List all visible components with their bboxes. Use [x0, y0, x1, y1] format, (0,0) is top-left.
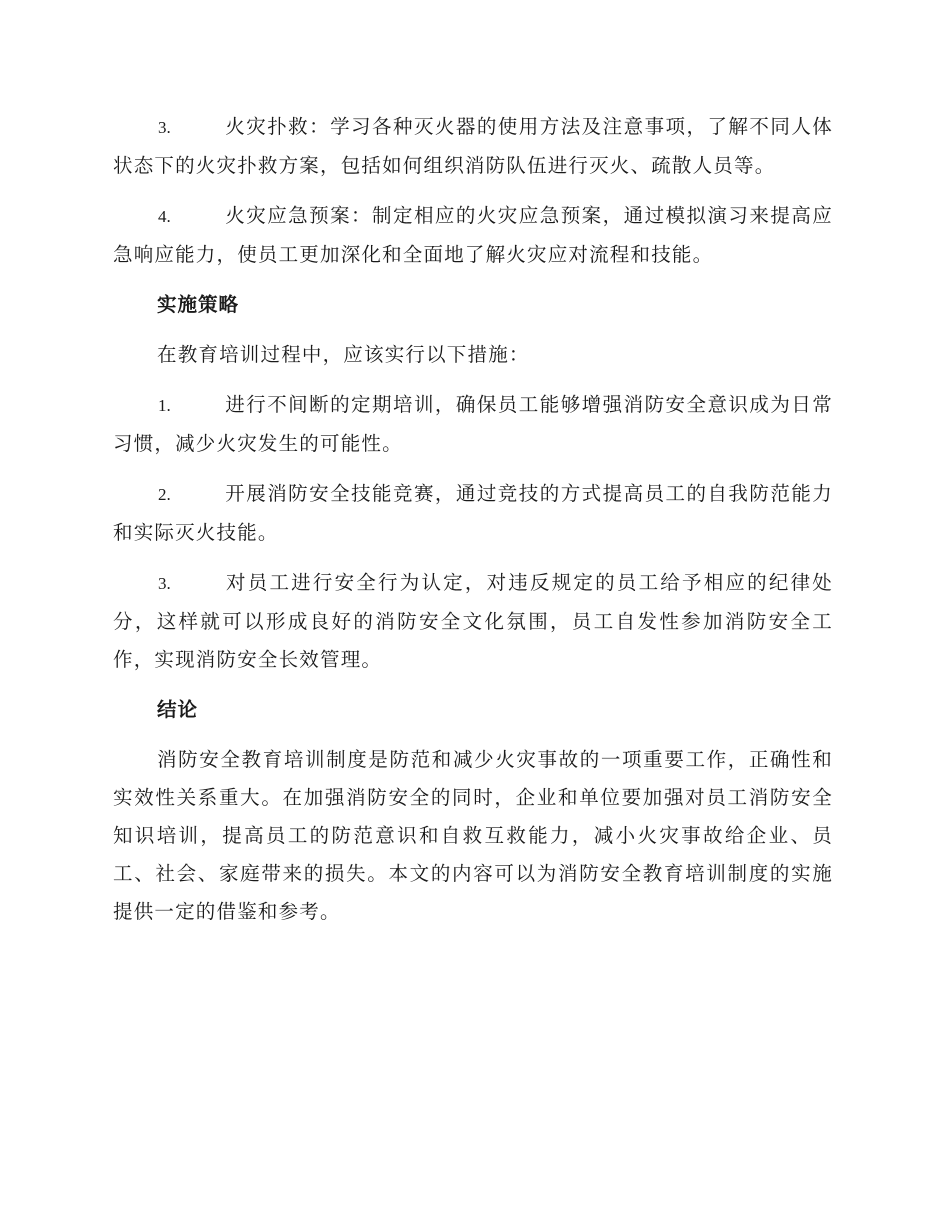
conclusion-paragraph: 消防安全教育培训制度是防范和减少火灾事故的一项重要工作，正确性和实效性关系重大。在加强消防安全的同时，企业和单位要加强对员工消防安全知识培训，提高员工的防范意识和自救互救能力，减小火灾事故给企业、员工、社会、家庭带来的损失。本文的内容可以为消防安全教育培训制度的实施提供一定的借鉴和参考。	[113, 748, 833, 923]
section-heading-conclusion: 结论	[157, 698, 199, 721]
list-item-number: 3.	[158, 118, 171, 137]
list-item-text: 开展消防安全技能竞赛，通过竞技的方式提高员工的自我防范能力和实际灭火技能。	[113, 482, 833, 544]
section-heading-strategy: 实施策略	[157, 293, 240, 316]
list-item-fire-fighting	[113, 108, 833, 185]
list-item-number: 3.	[158, 574, 171, 593]
list-item-behavior-assessment	[113, 564, 833, 679]
list-item-number: 2.	[158, 485, 171, 504]
list-item-number: 4.	[158, 207, 171, 226]
list-item-text: 火灾应急预案：制定相应的火灾应急预案，通过模拟演习来提高应急响应能力，使员工更加深化和全面地了解火灾应对流程和技能。	[113, 204, 833, 266]
list-item-text: 对员工进行安全行为认定，对违反规定的员工给予相应的纪律处分，这样就可以形成良好的消防安全文化氛围，员工自发性参加消防安全工作，实现消防安全长效管理。	[113, 571, 833, 671]
list-item-text: 进行不间断的定期培训，确保员工能够增强消防安全意识成为日常习惯，减少火灾发生的可能性。	[113, 393, 833, 455]
list-item-text: 火灾扑救：学习各种灭火器的使用方法及注意事项，了解不同人体状态下的火灾扑救方案，包括如何组织消防队伍进行灭火、疏散人员等。	[113, 115, 833, 177]
list-item-emergency-plan	[113, 197, 833, 274]
list-item-regular-training	[113, 386, 833, 463]
list-item-number: 1.	[158, 396, 171, 415]
list-item-skill-competition	[113, 475, 833, 552]
document-page	[113, 108, 833, 943]
strategy-intro: 在教育培训过程中，应该实行以下措施：	[157, 343, 530, 366]
